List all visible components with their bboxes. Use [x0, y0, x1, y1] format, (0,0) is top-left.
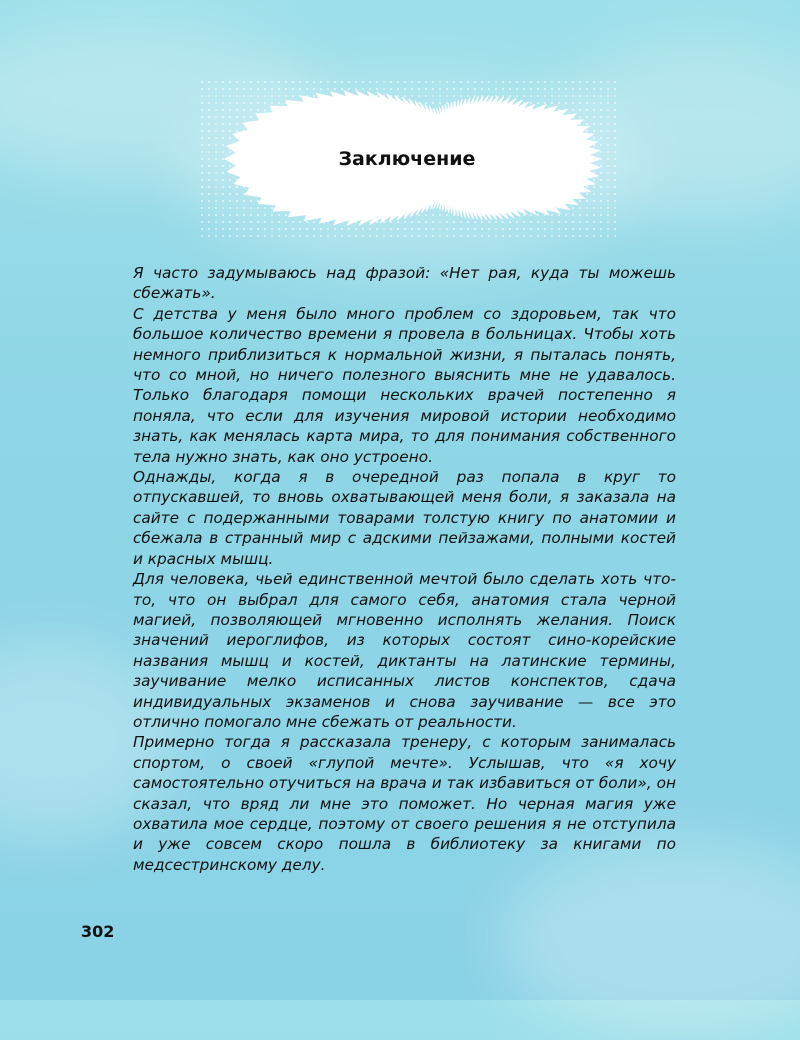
paragraph: Для человека, чьей единственной мечтой было сделать хоть что-то, что он выбрал для самого себя, анатомия стала черной магией, позволяющей мгновенно исполнять желания. Поиск значений иероглифов, из которых состоят сино-корейские названия мышц и костей, диктанты на латинские термины, заучивание мелко исписанных листов конспектов, сдача индивидуальных экзаменов и снова заучивание — все это отлично помогало мне сбежать от реальности.: [133, 570, 676, 731]
chapter-title-cloud: [200, 80, 620, 240]
body-text: [133, 263, 676, 875]
paragraph: С детства у меня было много проблем со здоровьем, так что большое количество времени я провела в больницах. Чтобы хоть немного приблизиться к нормальной жизни, я пыталась понять, что со мной, но ничего полезного выяснить мне не удавалось. Только благодаря помощи нескольких врачей постепенно я поняла, что если для изучения мировой истории необходимо знать, как менялась карта мира, то для понимания собственного тела нужно знать, как оно устроено.: [133, 304, 676, 466]
paragraph: Примерно тогда я рассказала тренеру, с которым занималась спортом, о своей «глупой мечте». Услышав, что «я хочу самостоятельно отучиться на врача и так избавиться от боли», он сказал, что вряд ли мне это поможет. Но черная магия уже охватила мое сердце, поэтому от своего решения я не отступила и уже совсем скоро пошла в библиотеку за книгами по медсестринскому делу.: [133, 733, 676, 874]
paragraph: Я часто задумываюсь над фразой: «Нет рая, куда ты можешь сбежать».: [133, 264, 676, 303]
paragraph: Однажды, когда я в очередной раз попала в круг то отпускавшей, то вновь охватывающей меня боли, я заказала на сайте с подержанными товарами толстую книгу по анатомии и сбежала в странный мир с адскими пейзажами, полными костей и красных мышц.: [133, 468, 676, 568]
chapter-title: Заключение: [338, 148, 476, 170]
page-number: 302: [81, 922, 115, 941]
